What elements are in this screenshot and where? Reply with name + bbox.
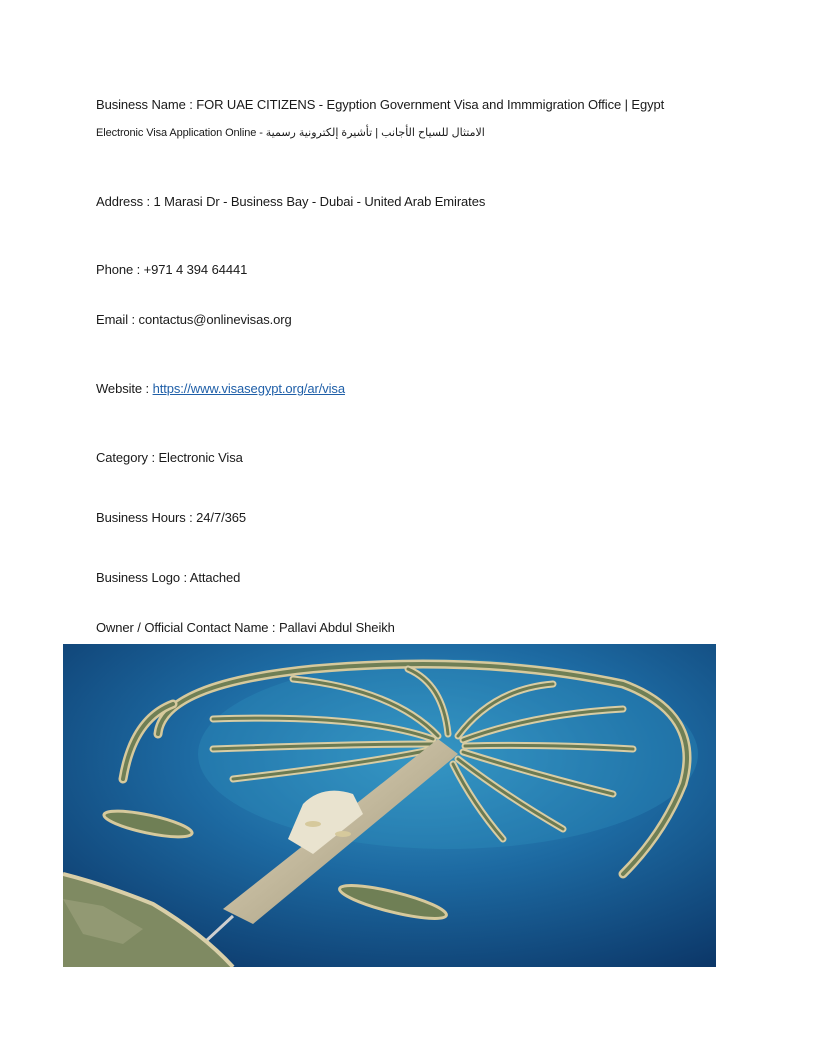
business-logo-text: Business Logo : Attached — [96, 570, 241, 585]
website-link[interactable]: https://www.visasegypt.org/ar/visa — [152, 381, 345, 396]
category-text: Category : Electronic Visa — [96, 450, 243, 465]
website-label: Website : — [96, 381, 153, 396]
business-name-line-2: Electronic Visa Application Online - الامتثال للسياح الأجانب | تأشيرة إلكترونية رسمية — [96, 127, 485, 139]
email-text: Email : contactus@onlinevisas.org — [96, 312, 292, 327]
address-text: Address : 1 Marasi Dr - Business Bay - Dubai - United Arab Emirates — [96, 194, 486, 209]
palm-island-photo — [63, 644, 716, 967]
owner-contact-text: Owner / Official Contact Name : Pallavi Abdul Sheikh — [96, 620, 395, 635]
website-row — [96, 381, 345, 396]
phone-text: Phone : +971 4 394 64441 — [96, 262, 248, 277]
business-name-line-1: Business Name : FOR UAE CITIZENS - Egyption Government Visa and Immmigration Office | Egypt — [96, 97, 665, 112]
business-hours-text: Business Hours : 24/7/365 — [96, 510, 246, 525]
